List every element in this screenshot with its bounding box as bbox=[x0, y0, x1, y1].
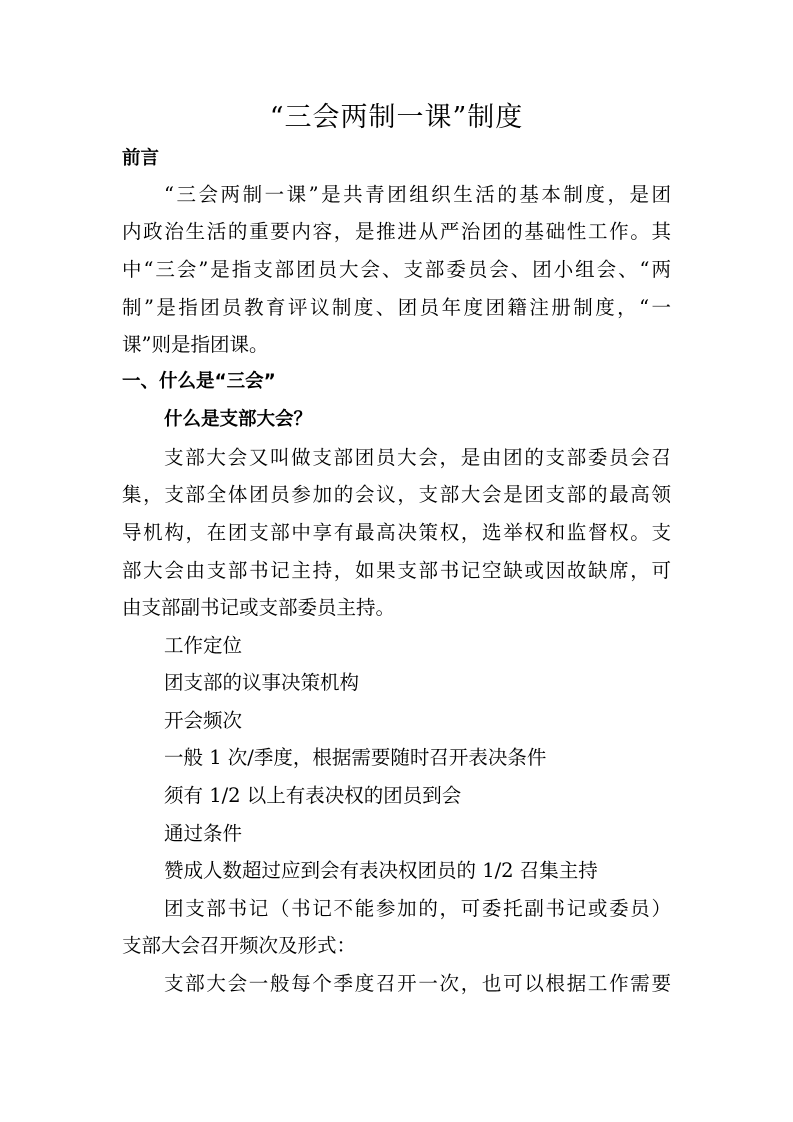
item-line-4: 一般 1 次/季度，根据需要随时召开表决条件 bbox=[164, 746, 547, 769]
preface-line-2: 内政治生活的重要内容，是推进从严治团的基础性工作。其 bbox=[122, 220, 671, 243]
paragraph-line-3: 导机构，在团支部中享有最高决策权，选举权和监督权。支 bbox=[122, 521, 671, 544]
section-heading: 一、什么是“三会” bbox=[122, 371, 276, 392]
item-line-3: 开会频次 bbox=[164, 709, 243, 732]
item-line-8: 团支部书记（书记不能参加的，可委托副书记或委员） bbox=[164, 897, 671, 920]
form-heading: 支部大会召开频次及形式： bbox=[122, 934, 357, 957]
item-line-5: 须有 1/2 以上有表决权的团员到会 bbox=[164, 784, 462, 807]
paragraph-line-2: 集，支部全体团员参加的会议，支部大会是团支部的最高领 bbox=[122, 483, 671, 506]
item-line-2: 团支部的议事决策机构 bbox=[164, 671, 360, 694]
item-line-6: 通过条件 bbox=[164, 822, 243, 845]
subsection-heading: 什么是支部大会？ bbox=[164, 409, 313, 430]
preface-line-5: 课”则是指团课。 bbox=[122, 333, 269, 356]
preface-heading: 前言 bbox=[122, 148, 160, 169]
paragraph-line-1: 支部大会又叫做支部团员大会，是由团的支部委员会召 bbox=[164, 446, 671, 469]
paragraph-line-5: 由支部副书记或支部委员主持。 bbox=[122, 596, 396, 619]
document-title: “三会两制一课”制度 bbox=[269, 102, 524, 133]
item-line-7: 赞成人数超过应到会有表决权团员的 1/2 召集主持 bbox=[164, 859, 598, 882]
last-line: 支部大会一般每个季度召开一次，也可以根据工作需要 bbox=[164, 972, 671, 995]
paragraph-line-4: 部大会由支部书记主持，如果支部书记空缺或因故缺席，可 bbox=[122, 559, 671, 582]
item-line-1: 工作定位 bbox=[164, 634, 243, 657]
preface-line-3: 中“三会”是指支部团员大会、支部委员会、团小组会、“两 bbox=[122, 258, 671, 281]
preface-line-4: 制”是指团员教育评议制度、团员年度团籍注册制度，“一 bbox=[122, 296, 671, 319]
preface-line-1: “三会两制一课”是共青团组织生活的基本制度，是团 bbox=[164, 183, 671, 206]
